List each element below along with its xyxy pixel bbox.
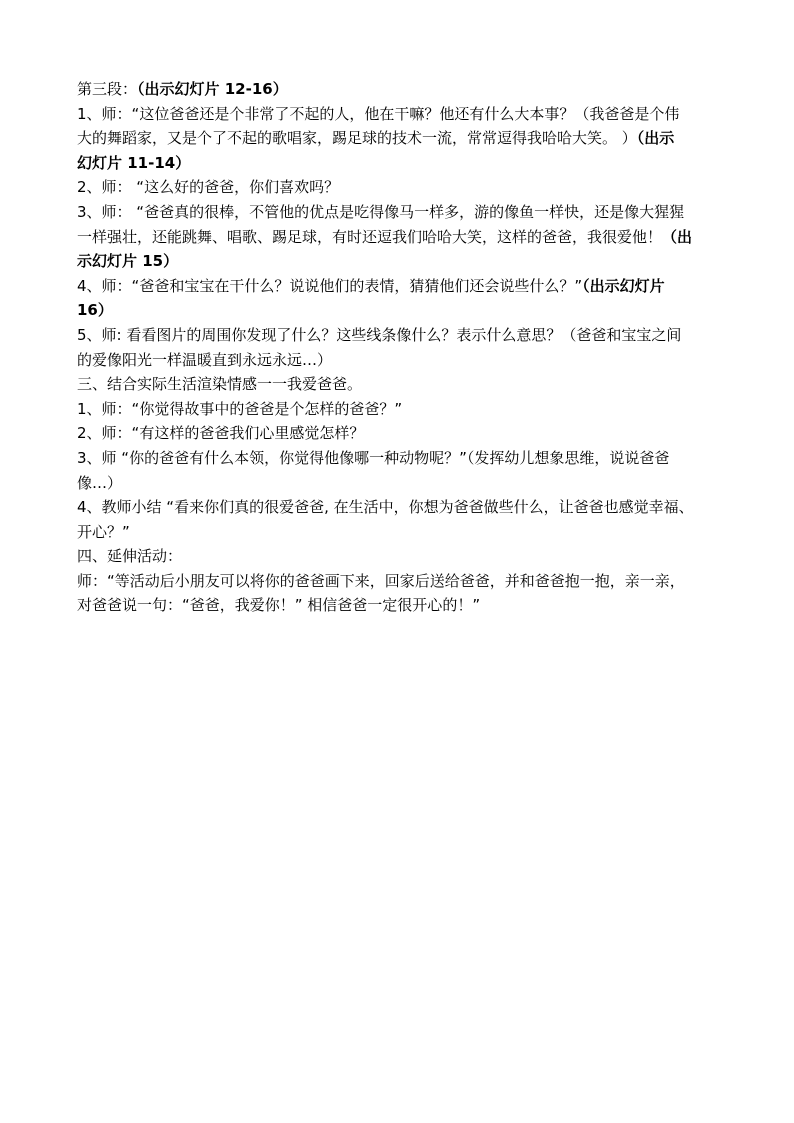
line-text: 4、师：“爸爸和宝宝在干什么？说说他们的表情，猜猜他们还会说些什么？”	[77, 276, 583, 295]
doc-line	[77, 298, 727, 323]
doc-line	[77, 421, 727, 446]
doc-line	[77, 520, 727, 545]
line-text: 3、师： “爸爸真的很棒，不管他的优点是吃得像马一样多，游的像鱼一样快，还是像大猩猩	[77, 202, 685, 221]
line-text: 大的舞蹈家，又是个了不起的歌唱家，踢足球的技术一流，常常逗得我哈哈大笑。 ）	[77, 129, 637, 148]
doc-line	[77, 175, 727, 200]
line-text: 对爸爸说一句：“爸爸，我爱你！” 相信爸爸一定很开心的！”	[77, 596, 481, 615]
line-text: 四、延伸活动：	[77, 547, 183, 566]
line-text: 师：“等活动后小朋友可以将你的爸爸画下来，回家后送给爸爸，并和爸爸抱一抱，亲一亲，	[77, 571, 685, 590]
line-text: 三、结合实际生活渲染情感一一我爱爸爸。	[77, 375, 363, 394]
doc-line	[77, 323, 727, 348]
doc-line	[77, 77, 727, 102]
line-bold-text: （出	[662, 227, 693, 246]
line-bold-text: 16）	[77, 301, 113, 320]
doc-line	[77, 495, 727, 520]
doc-line	[77, 593, 727, 618]
doc-line	[77, 274, 727, 299]
doc-line	[77, 249, 727, 274]
doc-line	[77, 200, 727, 225]
line-text: 5、师: 看看图片的周围你发现了什么？这些线条像什么？表示什么意思？（爸爸和宝宝之间	[77, 325, 682, 344]
doc-line	[77, 397, 727, 422]
doc-line	[77, 471, 727, 496]
document-body	[77, 77, 727, 618]
line-text: 2、师： “这么好的爸爸，你们喜欢吗？	[77, 178, 340, 197]
line-bold-text: （出示	[636, 129, 675, 148]
line-text: 4、教师小结 “看来你们真的很爱爸爸, 在生活中，你想为爸爸做些什么，让爸爸也感觉幸福、	[77, 498, 694, 517]
doc-line	[77, 102, 727, 127]
line-text: 第三段：	[77, 80, 138, 98]
line-text: 1、师：“这位爸爸还是个非常了不起的人，他在干嘛？他还有什么大本事？（我爸爸是个伟	[77, 104, 680, 123]
doc-line	[77, 569, 727, 594]
line-text: 1、师：“你觉得故事中的爸爸是个怎样的爸爸？”	[77, 399, 403, 418]
line-bold-text: 幻灯片 11-14）	[77, 153, 191, 172]
line-text: 的爱像阳光一样温暖直到永远永远…）	[77, 350, 333, 369]
line-text: 2、师：“有这样的爸爸我们心里感觉怎样？	[77, 424, 365, 443]
doc-line	[77, 348, 727, 373]
doc-line	[77, 126, 727, 151]
line-text: 3、师 “你的爸爸有什么本领，你觉得他像哪一种动物呢？”（发挥幼儿想象思维，说说爸爸	[77, 448, 670, 467]
section-heading	[77, 372, 727, 397]
line-text: 开心？”	[77, 522, 130, 541]
line-text: 一样强壮，还能跳舞、唱歌、踢足球，有时还逗我们哈哈大笑，这样的爸爸，我很爱他！	[77, 227, 663, 246]
doc-line	[77, 225, 727, 250]
section-heading	[77, 544, 727, 569]
line-bold-text: （出示幻灯片	[582, 276, 665, 295]
line-bold-text: （出示幻灯片 12-16）	[137, 80, 288, 98]
line-bold-text: 示幻灯片 15）	[77, 252, 179, 271]
doc-line	[77, 446, 727, 471]
line-text: 像…）	[77, 473, 123, 492]
doc-line	[77, 151, 727, 176]
